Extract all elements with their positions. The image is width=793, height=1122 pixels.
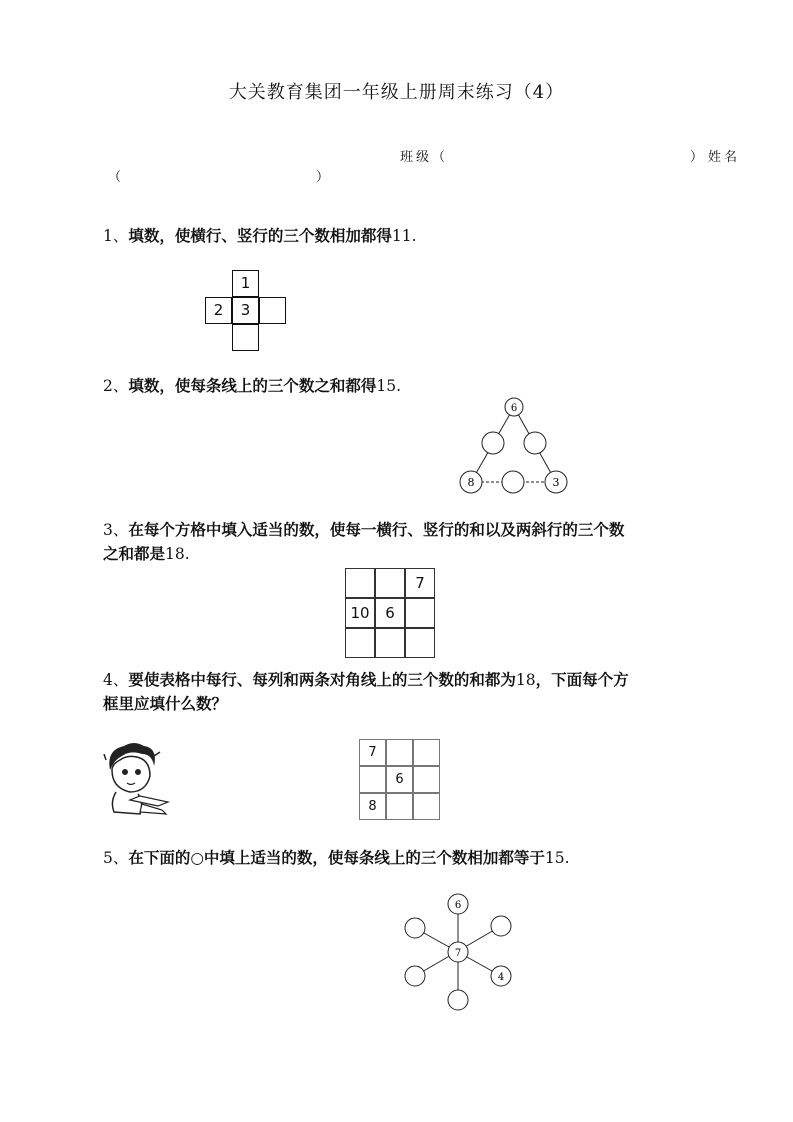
cross-cell-left[interactable]: 2 [205,297,232,324]
question-value: 18 [515,671,536,689]
triangle-bottom-left-value: 8 [467,476,475,489]
triangle-bottom-right-value: 3 [552,476,560,489]
star-right-value: 4 [497,972,505,983]
question-value: 15. [376,377,402,395]
question-1 [103,224,417,248]
question-value: 15. [544,849,570,867]
q5-star-diagram [395,888,525,1016]
grid3-cell[interactable] [375,568,405,598]
cross-cell-bottom[interactable] [232,324,259,351]
question-2 [103,374,401,398]
grid3-cell[interactable] [405,628,435,658]
grid4-cell[interactable] [413,766,440,793]
grid3-cell[interactable]: 6 [375,598,405,628]
name-close: ） [316,170,333,185]
question-text: 在每个方格中填入适当的数，使每一横行、竖行的和以及两斜行的三个数 [128,520,625,539]
question-text: 填数，使横行、竖行的三个数相加都得 [128,226,392,245]
grid4-cell[interactable]: 7 [359,739,386,766]
grid4-cell[interactable] [359,766,386,793]
grid4-cell[interactable] [386,793,413,820]
grid4-cell[interactable]: 8 [359,793,386,820]
grid4-cell[interactable] [413,739,440,766]
question-text: 要使表格中每行、每列和两条对角线上的三个数的和都为 [128,670,516,689]
question-value: 18. [165,545,190,563]
page-title: 大关教育集团一年级上册周末练习（4） [228,82,565,103]
cross-cell-top[interactable]: 1 [232,270,259,297]
triangle-top-value: 6 [510,403,518,414]
question-text: 填数，使每条线上的三个数之和都得 [128,376,377,395]
star-circle-upper-right[interactable] [491,916,511,936]
grid3-cell[interactable] [345,568,375,598]
class-label: 班级（ [400,150,449,165]
star-top-value: 6 [454,900,462,911]
star-center-value: 7 [454,948,462,959]
question-text-line2: 框里应填什么数？ [103,694,228,713]
star-circle-upper-left[interactable] [405,918,425,938]
grid4-cell[interactable] [413,793,440,820]
class-close: ） [690,150,707,165]
question-number: 4、 [103,671,129,689]
question-number: 1、 [103,227,129,245]
question-5 [103,846,570,870]
question-text-line2: 之和都是 [103,544,166,563]
boy-illustration [100,740,172,818]
grid4-cell[interactable]: 6 [386,766,413,793]
question-number: 3、 [103,521,129,539]
triangle-circle-bottom-mid[interactable] [502,471,524,493]
grid3-cell[interactable] [405,598,435,628]
cross-cell-right[interactable] [259,297,286,324]
star-circle-lower-left[interactable] [405,966,425,986]
cross-cell-center[interactable]: 3 [232,297,259,324]
grid3-cell[interactable]: 7 [405,568,435,598]
q2-triangle-diagram [450,395,580,495]
triangle-circle-right-mid[interactable] [524,432,546,454]
question-text-cont: ，下面每个方 [535,670,629,689]
star-circle-bottom[interactable] [448,990,468,1010]
name-label: 姓名 [708,150,741,165]
grid4-cell[interactable] [386,739,413,766]
question-value: 11. [391,227,417,245]
triangle-circle-left-mid[interactable] [482,432,504,454]
question-number: 2、 [103,377,129,395]
question-text: 在下面的○中填上适当的数，使每条线上的三个数相加都等于 [128,848,545,867]
grid3-cell[interactable] [375,628,405,658]
question-3 [103,518,624,566]
grid3-cell[interactable]: 10 [345,598,375,628]
question-4 [103,668,629,716]
grid3-cell[interactable] [345,628,375,658]
question-number: 5、 [103,849,129,867]
name-open: （ [108,170,125,185]
